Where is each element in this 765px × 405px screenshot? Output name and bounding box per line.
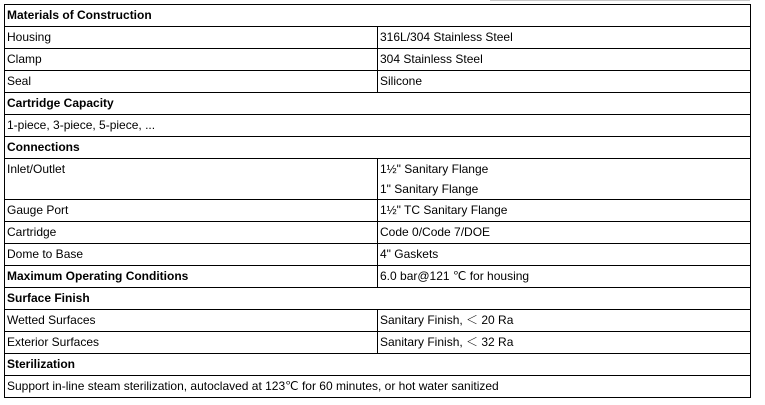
inlet-outlet-value-line-2: 1" Sanitary Flange <box>380 182 479 196</box>
row-value-clamp: 304 Stainless Steel <box>378 49 751 71</box>
table-row <box>5 376 751 398</box>
row-value-seal: Silicone <box>378 71 751 93</box>
section-heading-materials: Materials of Construction <box>5 5 751 27</box>
row-label-clamp: Clamp <box>5 49 378 71</box>
table-row <box>5 288 751 310</box>
row-label-dome-to-base: Dome to Base <box>5 244 378 266</box>
row-label-seal: Seal <box>5 71 378 93</box>
section-heading-sterilization: Sterilization <box>5 354 751 376</box>
row-label-cartridge: Cartridge <box>5 222 378 244</box>
table-row <box>5 244 751 266</box>
section-heading-cartridge-capacity: Cartridge Capacity <box>5 93 751 115</box>
table-row <box>5 200 751 222</box>
table-row <box>5 5 751 27</box>
row-value-exterior-surfaces: Sanitary Finish, ＜ 32 Ra <box>378 332 751 354</box>
row-value-cartridge-capacity: 1-piece, 3-piece, 5-piece, ... <box>5 115 751 137</box>
row-label-gauge-port: Gauge Port <box>5 200 378 222</box>
row-label-wetted-surfaces: Wetted Surfaces <box>5 310 378 332</box>
section-heading-connections: Connections <box>5 137 751 159</box>
row-label-max-operating: Maximum Operating Conditions <box>5 266 378 288</box>
table-row <box>5 93 751 115</box>
row-value-wetted-surfaces: Sanitary Finish, ＜ 20 Ra <box>378 310 751 332</box>
row-label-inlet-outlet: Inlet/Outlet <box>5 159 378 200</box>
row-value-housing: 316L/304 Stainless Steel <box>378 27 751 49</box>
table-row <box>5 159 751 200</box>
table-row <box>5 137 751 159</box>
table-row <box>5 332 751 354</box>
row-value-dome-to-base: 4" Gaskets <box>378 244 751 266</box>
section-heading-surface-finish: Surface Finish <box>5 288 751 310</box>
table-row <box>5 266 751 288</box>
table-row <box>5 222 751 244</box>
row-value-sterilization: Support in-line steam sterilization, autoclaved at 123℃ for 60 minutes, or hot water sanitized <box>5 376 751 398</box>
inlet-outlet-value-line-1: 1½" Sanitary Flange <box>380 162 489 176</box>
table-row <box>5 27 751 49</box>
table-row <box>5 71 751 93</box>
top-divider <box>490 0 750 1</box>
table-row <box>5 310 751 332</box>
row-label-housing: Housing <box>5 27 378 49</box>
row-value-cartridge: Code 0/Code 7/DOE <box>378 222 751 244</box>
table-row <box>5 49 751 71</box>
row-value-gauge-port: 1½" TC Sanitary Flange <box>378 200 751 222</box>
row-value-inlet-outlet <box>378 159 751 200</box>
specifications-table <box>4 4 751 398</box>
table-row <box>5 354 751 376</box>
table-row <box>5 115 751 137</box>
row-value-max-operating: 6.0 bar@121 ℃ for housing <box>378 266 751 288</box>
row-label-exterior-surfaces: Exterior Surfaces <box>5 332 378 354</box>
